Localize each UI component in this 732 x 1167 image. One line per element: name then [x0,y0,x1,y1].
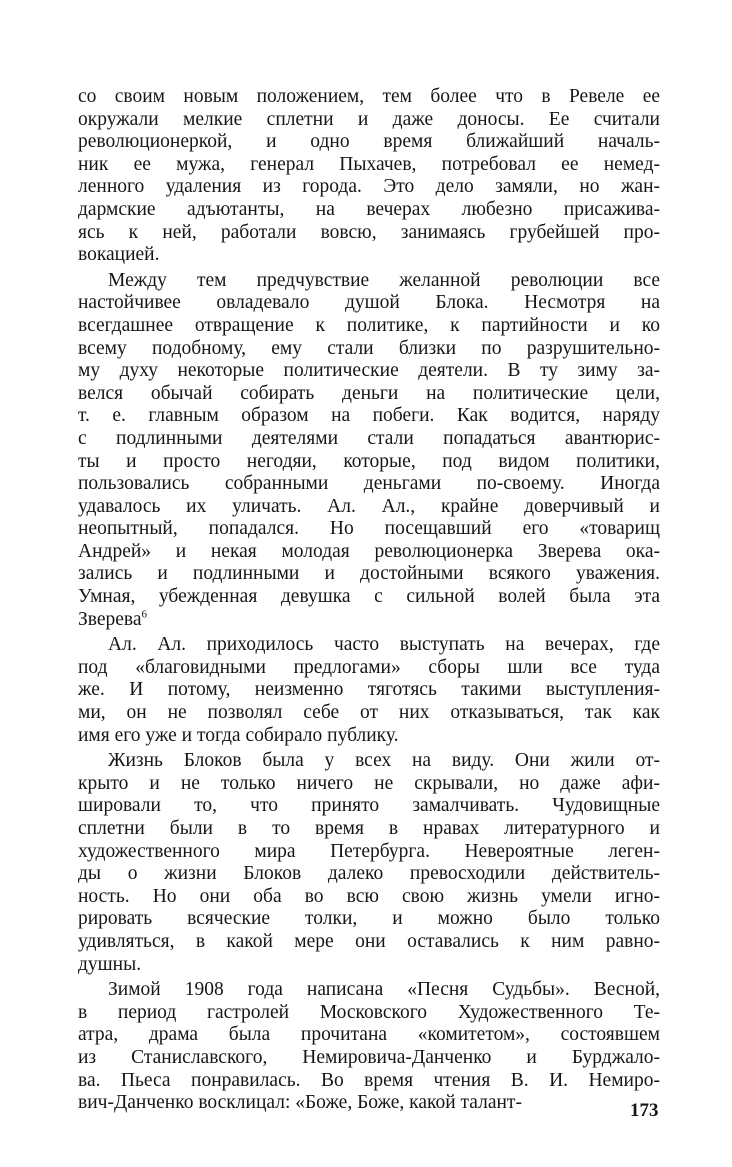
text-line: Умная, убежденная девушка с сильной волей была эта [78,586,660,608]
text-line: душны. [78,953,142,975]
text-line: ми, он не позволял себе от них отказываться, так как [78,702,660,724]
text-line: с подлинными деятелями стали попадаться авантюрис- [78,427,660,449]
text-line: всему подобному, ему стали близки по разрушительно- [78,337,660,359]
text-line: же. И потому, неизменно тяготясь такими выступления- [78,679,660,701]
text-line: под «благовидными предлогами» сборы шли все туда [78,656,660,678]
text-line: рировать всяческие толки, и можно было только [78,908,660,930]
text-line: художественного мира Петербурга. Невероятные леген- [78,840,660,862]
text-line: удивляться, в какой мере они оставались к ним равно- [78,930,660,952]
paragraph [78,270,660,632]
text-line: крыто и не только ничего не скрывали, но даже афи- [78,772,660,794]
text-line: со своим новым положением, тем более что в Ревеле ее [78,86,660,107]
text-line: т. е. главным образом на побеги. Как водится, наряду [78,405,660,427]
text-line: ник ее мужа, генерал Пыхачев, потребовал ее немед- [78,153,660,175]
text-line: Зимой 1908 года написана «Песня Судьбы». Весной, [108,979,660,1001]
text-line: ты и просто негодяи, которые, под видом политики, [78,450,660,472]
page-body [78,86,660,1115]
text-line: вокацией. [78,244,160,266]
text-line: вич-Данченко восклицал: «Боже, Боже, какой талант- [78,1092,522,1114]
text-line: из Станиславского, Немировича-Данченко и Бурджало- [78,1046,660,1068]
text-line: окружали мелкие сплетни и даже доносы. Ее считали [78,108,660,130]
paragraph [78,634,660,747]
text-line: атра, драма была прочитана «комитетом», состоявшем [78,1024,660,1046]
text-line: ленного удаления из города. Это дело замяли, но жан- [78,176,660,198]
text-line: настойчивее овладевало душой Блока. Несмотря на [78,292,660,314]
text-line: ды о жизни Блоков далеко превосходили действитель- [78,863,660,885]
text-line: ность. Но они оба во всю свою жизнь умели игно- [78,885,660,907]
text-line: неопытный, попадался. Но посещавший его «товарищ [78,518,660,540]
text-line: зались и подлинными и достойными всякого уважения. [78,563,660,585]
paragraph [78,86,660,267]
text-line: имя его уже и тогда собирало публику. [78,724,399,746]
text-line: Зверева$^6$ [78,608,148,630]
text-line: всегдашнее отвращение к политике, к партийности и ко [78,314,660,336]
text-line: велся обычай собирать деньги на политические цели, [78,382,660,404]
text-line: му духу некоторые политические деятели. В ту зиму за- [78,360,660,382]
page-number: 173 [630,1100,659,1121]
text-line: дармские адъютанты, на вечерах любезно присажива- [78,198,660,220]
text-line: пользовались собранными деньгами по-своему. Иногда [78,473,660,495]
text-line: Между тем предчувствие желанной революции все [108,269,660,291]
text-line: сплетни были в то время в нравах литературного и [78,818,660,839]
text-line: Андрей» и некая молодая революционерка Зверева ока- [78,540,660,562]
text-line: удавалось их уличать. Ал. Ал., крайне доверчивый и [78,495,660,517]
paragraph [78,979,660,1115]
text-line: ва. Пьеса понравилась. Во время чтения В. И. Немиро- [78,1069,660,1091]
text-line: в период гастролей Московского Художественного Те- [78,1001,660,1023]
text-line: ясь к ней, работали вовсю, занимаясь грубейшей про- [78,221,660,243]
paragraph [78,750,660,976]
text-line: Ал. Ал. приходилось часто выступать на вечерах, где [108,634,660,656]
text-line: Жизнь Блоков была у всех на виду. Они жили от- [108,750,660,772]
text-line: шировали то, что принято замалчивать. Чудовищные [78,795,660,817]
footnote-marker: 6 [141,608,148,621]
text-line: революционеркой, и одно время ближайший началь- [78,131,660,153]
